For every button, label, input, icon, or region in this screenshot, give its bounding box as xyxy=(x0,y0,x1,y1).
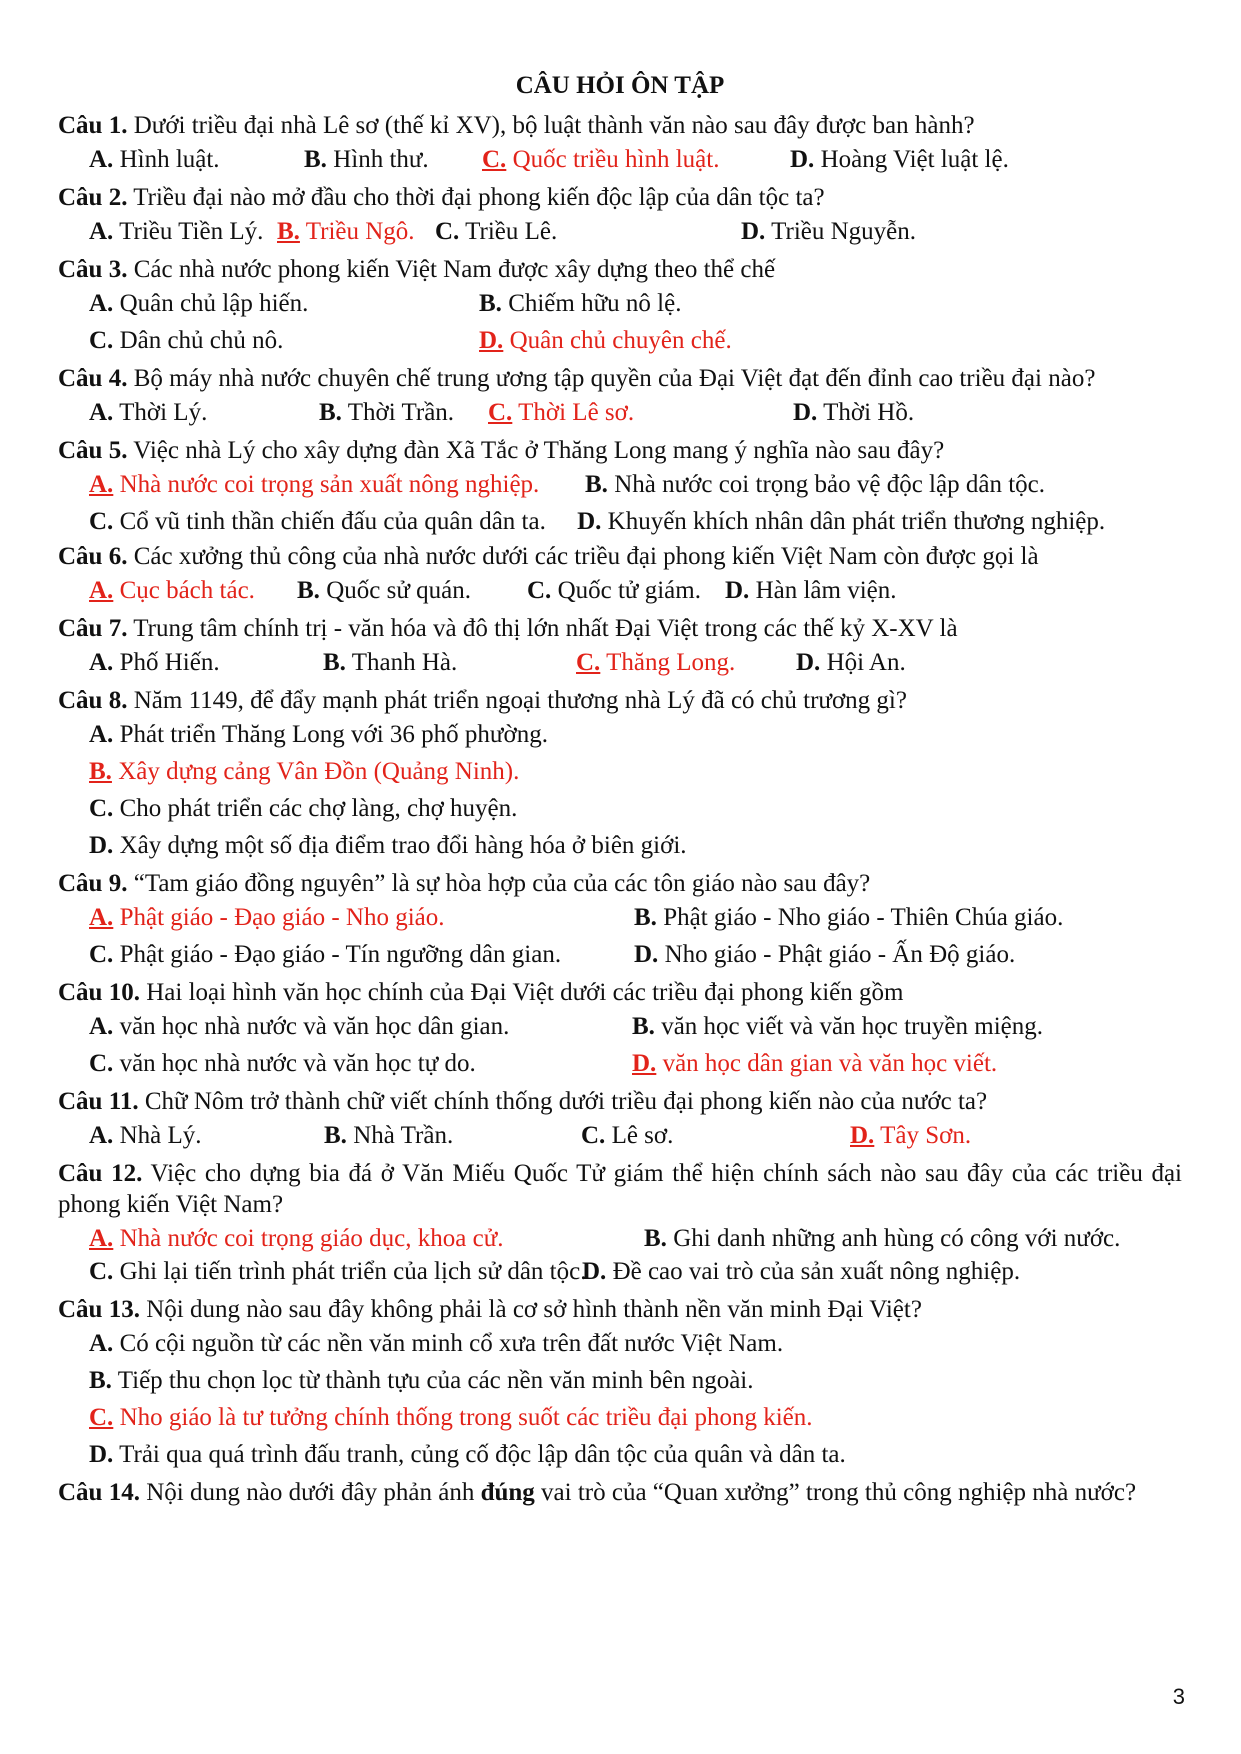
question-9: Câu 9. “Tam giáo đồng nguyên” là sự hòa hợp của của các tôn giáo nào sau đây? xyxy=(58,870,871,897)
question-8: Câu 8. Năm 1149, để đẩy mạnh phát triển ngoại thương nhà Lý đã có chủ trương gì? xyxy=(58,687,907,714)
option-6a-correct: A. Cục bách tác. xyxy=(89,577,255,604)
option-13d: D. Trải qua quá trình đấu tranh, củng cố độc lập dân tộc của quân và dân ta. xyxy=(89,1441,846,1468)
options-12-row2 xyxy=(58,1253,1182,1290)
option-3c: C. Dân chủ chủ nô. xyxy=(89,327,284,354)
option-2c: C. Triều Lê. xyxy=(435,218,558,245)
option-3d-correct: D. Quân chủ chuyên chế. xyxy=(479,327,732,354)
question-11: Câu 11. Chữ Nôm trở thành chữ viết chính thống dưới triều đại phong kiến nào của nước ta? xyxy=(58,1088,988,1115)
options-6 xyxy=(58,572,1182,609)
question-6: Câu 6. Các xưởng thủ công của nhà nước dưới các triều đại phong kiến Việt Nam còn được gọi là xyxy=(58,543,1039,570)
option-1c-correct: C. Quốc triều hình luật. xyxy=(482,146,720,173)
option-11d-correct: D. Tây Sơn. xyxy=(850,1122,972,1149)
question-7: Câu 7. Trung tâm chính trị - văn hóa và đô thị lớn nhất Đại Việt trong các thế kỷ X-XV là xyxy=(58,615,958,642)
option-4c-correct: C. Thời Lê sơ. xyxy=(488,399,635,426)
options-12 xyxy=(58,1220,1182,1257)
options-5 xyxy=(58,466,1182,503)
option-5b: B. Nhà nước coi trọng bảo vệ độc lập dân tộc. xyxy=(585,471,1045,498)
page-title: CÂU HỎI ÔN TẬP xyxy=(515,72,725,99)
question-3: Câu 3. Các nhà nước phong kiến Việt Nam được xây dựng theo thể chế xyxy=(58,256,776,283)
option-10b: B. văn học viết và văn học truyền miệng. xyxy=(632,1013,1044,1040)
options-4 xyxy=(58,394,1182,431)
option-9d: D. Nho giáo - Phật giáo - Ấn Độ giáo. xyxy=(634,941,1016,968)
option-7a: A. Phố Hiến. xyxy=(89,649,220,676)
question-4: Câu 4. Bộ máy nhà nước chuyên chế trung ương tập quyền của Đại Việt đạt đến đỉnh cao triều đại nào? xyxy=(58,365,1096,392)
option-4b: B. Thời Trần. xyxy=(319,399,455,426)
option-9c: C. Phật giáo - Đạo giáo - Tín ngưỡng dân gian. xyxy=(89,941,562,968)
options-7 xyxy=(58,644,1182,681)
option-12c: C. Ghi lại tiến trình phát triển của lịch sử dân tộc. xyxy=(89,1258,587,1285)
question-1: Câu 1. Dưới triều đại nhà Lê sơ (thế kỉ XV), bộ luật thành văn nào sau đây được ban hành? xyxy=(58,112,975,139)
option-12b: B. Ghi danh những anh hùng có công với nước. xyxy=(644,1225,1121,1252)
option-5c: C. Cổ vũ tinh thần chiến đấu của quân dân ta. xyxy=(89,508,546,535)
option-4a: A. Thời Lý. xyxy=(89,399,208,426)
option-7d: D. Hội An. xyxy=(796,649,906,676)
option-13a: A. Có cội nguồn từ các nền văn minh cổ xưa trên đất nước Việt Nam. xyxy=(89,1330,784,1357)
option-8a: A. Phát triển Thăng Long với 36 phố phường. xyxy=(89,721,548,748)
document-page xyxy=(58,68,1182,1508)
option-1a: A. Hình luật. xyxy=(89,146,220,173)
options-5-row2 xyxy=(58,506,1182,537)
option-1b: B. Hình thư. xyxy=(304,146,429,173)
options-13 xyxy=(58,1325,1182,1473)
option-2a: A. Triều Tiền Lý. xyxy=(89,218,264,245)
page-number: 3 xyxy=(1172,1684,1185,1709)
option-4d: D. Thời Hồ. xyxy=(793,399,915,426)
options-8 xyxy=(58,716,1182,864)
option-1d: D. Hoàng Việt luật lệ. xyxy=(790,146,1009,173)
options-10 xyxy=(58,1008,1182,1082)
option-11c: C. Lê sơ. xyxy=(581,1122,674,1149)
option-8c: C. Cho phát triển các chợ làng, chợ huyện. xyxy=(89,795,518,822)
option-9a-correct: A. Phật giáo - Đạo giáo - Nho giáo. xyxy=(89,904,445,931)
option-11a: A. Nhà Lý. xyxy=(89,1122,202,1149)
option-7c-correct: C. Thăng Long. xyxy=(576,649,736,676)
option-8d: D. Xây dựng một số địa điểm trao đổi hàng hóa ở biên giới. xyxy=(89,832,687,859)
option-6c: C. Quốc tử giám. xyxy=(527,577,701,604)
option-10d-correct: D. văn học dân gian và văn học viết. xyxy=(632,1050,998,1077)
option-6b: B. Quốc sử quán. xyxy=(297,577,471,604)
option-7b: B. Thanh Hà. xyxy=(323,649,458,676)
option-5d: D. Khuyến khích nhân dân phát triển thương nghiệp. xyxy=(577,508,1106,535)
option-10c: C. văn học nhà nước và văn học tự do. xyxy=(89,1050,476,1077)
question-2: Câu 2. Triều đại nào mở đầu cho thời đại phong kiến độc lập của dân tộc ta? xyxy=(58,184,825,211)
option-3a: A. Quân chủ lập hiến. xyxy=(89,290,309,317)
option-3b: B. Chiếm hữu nô lệ. xyxy=(479,290,682,317)
question-10: Câu 10. Hai loại hình văn học chính của Đại Việt dưới các triều đại phong kiến gồm xyxy=(58,979,904,1006)
option-11b: B. Nhà Trần. xyxy=(324,1122,454,1149)
option-12a-correct: A. Nhà nước coi trọng giáo dục, khoa cử. xyxy=(89,1225,504,1252)
option-6d: D. Hàn lâm viện. xyxy=(725,577,897,604)
option-13b: B. Tiếp thu chọn lọc từ thành tựu của các nền văn minh bên ngoài. xyxy=(89,1367,754,1394)
question-5: Câu 5. Việc nhà Lý cho xây dựng đàn Xã Tắc ở Thăng Long mang ý nghĩa nào sau đây? xyxy=(58,437,945,464)
question-14: Câu 14. Nội dung nào dưới đây phản ánh đúng vai trò của “Quan xưởng” trong thủ công nghiệp nhà nước? xyxy=(58,1479,1137,1506)
option-2b-correct: B. Triều Ngô. xyxy=(277,218,415,245)
option-8b-correct: B. Xây dựng cảng Vân Đồn (Quảng Ninh). xyxy=(89,758,520,785)
options-11 xyxy=(58,1117,1182,1154)
option-12d: D. Đề cao vai trò của sản xuất nông nghiệp. xyxy=(582,1258,1021,1285)
option-13c-correct: C. Nho giáo là tư tưởng chính thống trong suốt các triều đại phong kiến. xyxy=(89,1404,813,1431)
question-12: Câu 12. Việc cho dựng bia đá ở Văn Miếu Quốc Tử giám thể hiện chính sách nào sau đây của các triều đại phong kiến Việt Nam? xyxy=(58,1160,1182,1218)
question-13: Câu 13. Nội dung nào sau đây không phải là cơ sở hình thành nền văn minh Đại Việt? xyxy=(58,1296,922,1323)
options-2 xyxy=(58,213,1182,250)
option-2d: D. Triều Nguyễn. xyxy=(741,218,917,245)
option-9b: B. Phật giáo - Nho giáo - Thiên Chúa giáo. xyxy=(634,904,1064,931)
option-5a-correct: A. Nhà nước coi trọng sản xuất nông nghiệp. xyxy=(89,471,540,498)
options-1 xyxy=(58,141,1182,178)
options-9 xyxy=(58,899,1182,973)
options-3 xyxy=(58,285,1182,359)
option-10a: A. văn học nhà nước và văn học dân gian. xyxy=(89,1013,510,1040)
